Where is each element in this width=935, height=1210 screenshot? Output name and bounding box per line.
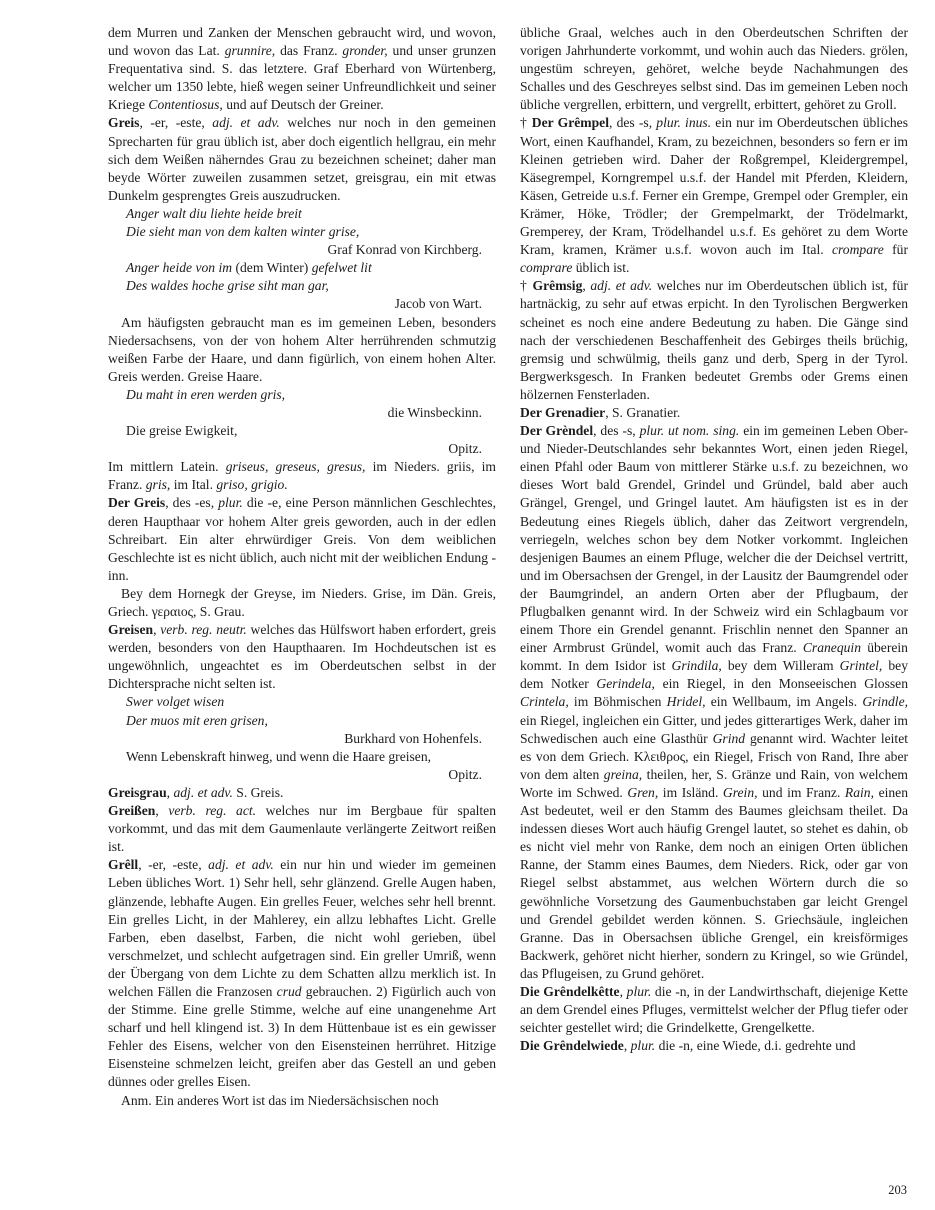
text-segment: Anm. Ein anderes Wort ist das im Niedersächsischen noch [121, 1092, 439, 1108]
headword: Greis [108, 115, 140, 131]
text-segment: , des -s, [608, 115, 657, 131]
text-segment: übliche Graal, welches auch in den Oberdeutschen Schriften der vorigen Jahrhunderte vorkommt, und wohin auch das Nieders. grölen, ungestüm schreyen, gehöret, welche beyde Nachahmungen des Schalles und des Geschreyes selbst sind. Das im gemeinen Leben noch übliche vergrellen, erbittern, und vergrellt, erbittert, gehöret zu Groll. [520, 25, 908, 113]
text-segment: , des -es, [165, 495, 219, 511]
text-segment: Wenn Lebenskraft hinweg, und wenn die Haare greisen, [126, 748, 432, 764]
text-segment: , [155, 803, 169, 819]
text-segment: (dem Winter) [235, 260, 312, 276]
text-segment: überein kommt. In dem Isidor ist [520, 640, 908, 674]
text-segment: S. Greis. [232, 784, 284, 800]
text-segment: theilen, her, S. Gränze und Rain, von welchem Worte im Schwed. [520, 766, 908, 800]
text-segment: genannt wird. Wachter leitet es von dem Griech. Κλειθρος, ein Riegel, Frisch von Rand, Ihre aber von dem alten [520, 730, 908, 782]
text-segment: im Böhmischen [568, 694, 667, 710]
headword: Grêmsig [532, 278, 583, 294]
text-segment: , [166, 784, 174, 800]
text-segment: Graf Konrad von Kirchberg. [327, 242, 482, 258]
text-columns [108, 24, 908, 1110]
text-segment: für [883, 242, 909, 258]
text-segment: ein nur hin und wieder im gemeinen Leben übliches Wort. 1) Sehr hell, sehr glänzend. Grelle Augen haben, glänzende, lebhafte Augen. Ein grelles Feuer, welches sehr hell brennt. Ein grelles Licht, in der Mahlerey, ein allzu lebhaftes Licht. Grelle Farben, eben daselbst, Farben, die nicht wohl gerieben, übel verschmelzet, und schlecht aufgetragen sind. Ein greller Umriß, wenn der Übergang von dem Lichte zu dem Schatten allzu merklich ist. In welchen Fällen die Franzosen [108, 857, 496, 999]
text-segment: grunnire, [224, 43, 276, 59]
headword: Der Grêmpel [531, 115, 609, 131]
text-segment: Hridel, [666, 694, 706, 710]
text-segment: Opitz. [448, 766, 482, 782]
right-column [520, 24, 908, 1110]
entry-paragraph [520, 1037, 908, 1055]
text-segment: und auf Deutsch der Greiner. [222, 97, 384, 113]
text-segment: Opitz. [448, 441, 482, 457]
text-segment: Am häufigsten gebraucht man es im gemeinen Leben, besonders Niedersachsens, von der von hohem Alter herrührenden schmutzig weißen Farbe der Haare, und dann figürlich, von einem hohen Alter. Greis werden. Greise Haare. [108, 314, 496, 384]
entry-paragraph [108, 114, 496, 204]
verse-line [108, 693, 496, 711]
text-segment: crud [276, 983, 302, 999]
text-segment: plur. ut nom. sing. [639, 423, 740, 439]
text-segment: das Franz. [275, 43, 343, 59]
text-segment: Anger heide von im [126, 260, 236, 276]
text-segment: bey dem Notker [520, 658, 908, 692]
text-segment: Bey dem Hornegk der Greyse, im Nieders. Grise, im Dän. Greis, Griech. γεραιος, S. Grau. [108, 585, 496, 619]
text-segment: † [520, 115, 532, 131]
text-segment: bey dem Willeram [721, 658, 840, 674]
text-segment: Rain, [844, 784, 874, 800]
text-segment: Cranequin [802, 640, 861, 656]
text-segment: gebrauchen. 2) Figürlich auch von der Stimme. Eine grelle Stimme, welche auf eine unangenehme Art scharf und hell klingend ist. 3) In dem Hüttenbaue ist es ein gewisser Fehler des Eisens, welcher von den Eisensteinen herrühret. Hitzige Eisensteine schmelzen leicht, greifen aber das Gestell an und geben dünnes oder grelles Eisen. [108, 983, 496, 1090]
page-number: 203 [888, 1183, 907, 1197]
text-segment: , des -s, [593, 423, 640, 439]
text-segment: , [623, 1038, 631, 1054]
text-segment: im Nieders. griis, im Franz. [108, 459, 496, 493]
text-segment: , S. Granatier. [605, 404, 681, 420]
text-segment: griso, grigio. [216, 477, 288, 493]
text-segment: , [153, 622, 161, 638]
verse-line [108, 277, 496, 295]
text-segment: adj. et adv. [590, 278, 653, 294]
entry-paragraph [108, 458, 496, 494]
text-segment: plur. inus. [656, 115, 712, 131]
text-segment: crompare [831, 242, 884, 258]
text-segment: comprare [520, 260, 573, 276]
text-segment: Grein, [722, 784, 758, 800]
text-segment: welches nur noch in den gemeinen Sprecharten für grau üblich ist, aber doch eigentlich hellgrau, ein mehr sich dem Weißen näherndes Grau zu bezeichnen scheinet; daher man beyde Wörter zuweilen zusammen setzet, greisgrau, ein mit etwas Dunkelm gesprengtes Greis auszudrucken. [108, 115, 496, 203]
entry-paragraph [108, 1092, 496, 1110]
headword: Greisen [108, 622, 154, 638]
text-segment: plur. [626, 983, 652, 999]
text-segment: ein Riegel, in den Monseeischen Glossen [654, 676, 908, 692]
entry-paragraph [520, 277, 908, 404]
entry-paragraph [108, 856, 496, 1091]
text-segment: † [520, 278, 533, 294]
text-segment: Crintela, [520, 694, 569, 710]
text-segment: gronder, [342, 43, 388, 59]
verse-attribution [108, 404, 496, 422]
headword: Der Greis [108, 495, 166, 511]
text-segment: adj. et adv. [173, 784, 233, 800]
headword: Der Grenadier [520, 404, 606, 420]
indented-line [108, 422, 496, 440]
verse-line [108, 712, 496, 730]
text-segment: üblich ist. [572, 260, 630, 276]
entry-paragraph [520, 404, 908, 422]
verse-line [108, 259, 496, 277]
text-segment: , -er, -este, [139, 115, 213, 131]
verse-attribution [108, 295, 496, 313]
entry-paragraph [520, 24, 908, 114]
text-segment: einen Ast bedeutet, weil er den Stamm des Baumes gleichsam theilet. Da indessen dieses Wort auch häufig Grengel lautet, so stehet es dahin, ob es nicht viel mehr von Ranke, dem noch an einigen Orten üblichen Ranne, der Stamm eines Baumes, dem Nieders. Rick, oder gar von Riegel selbst abstammet, aus welchen Wörtern durch die so gewöhnliche Vorsetzung des Gaumenbuchstaben gar leicht Grengel und Grendel gebildet werden können. S. Griechsäule, ingleichen Granne. Das in Obersachsen übliche Grengel, ein kreisförmiges Backwerk, gehöret nicht hierher, sondern zu Kringel, so wie Gründel, das Pflugeisen, zu Grund gehöret. [520, 784, 909, 981]
entry-paragraph [108, 621, 496, 693]
headword: Der Grèndel [520, 423, 594, 439]
text-segment: die -n, eine Wiede, d.i. gedrehte und [655, 1038, 856, 1054]
text-segment: Anger walt diu liehte heide breit [126, 205, 302, 221]
text-segment: Burkhard von Hohenfels. [344, 730, 482, 746]
text-segment: Des waldes hoche grise siht man gar, [126, 278, 329, 294]
text-segment: welches nur im Oberdeutschen üblich ist, für hartnäckig, zu sehr auf etwas erpicht. In den Tyrolischen Bergwerken scheinet es noch eine andere Bedeutung zu haben. Die Gänge sind nach der verschiedenen Beschaffenheit des Gebirges theils brüchig, gremsig und schwülmig, theils ganz und derb, Sperg in der Tyrol. Bergwerksgesch. In Franken bedeutet Grembs oder Grems einen hölzernen Fensterladen. [520, 278, 908, 402]
text-segment: gefelwet lit [311, 260, 372, 276]
verse-line [108, 386, 496, 404]
text-segment: , -er, -este, [138, 857, 209, 873]
verse-attribution [108, 241, 496, 259]
verse-line [108, 205, 496, 223]
text-segment: im Isländ. [658, 784, 723, 800]
verse-line [108, 223, 496, 241]
text-segment: Im mittlern Latein. [108, 459, 226, 475]
text-segment: welches das Hülfswort haben erfordert, greis werden, besonders von den Haupthaaren. Im Hochdeutschen ist es ungewöhnlich, ungeachtet es im Oberdeutschen selbst in der Dichtersprache nicht selten ist. [108, 622, 496, 692]
entry-paragraph [520, 422, 908, 983]
text-segment: Grind [712, 730, 746, 746]
text-segment: Jacob von Wart. [394, 296, 482, 312]
text-segment: und im Franz. [757, 784, 845, 800]
text-segment: ein Riegel, ingleichen ein Gitter, und jedes gitterartiges Werk, daher im Schwedischen auch eine Glasthür [520, 712, 908, 746]
entry-paragraph [520, 983, 908, 1037]
text-segment: ein im gemeinen Leben Ober- und Nieder-Deutschlandes sehr bekanntes Wort, einen jeden Riegel, einen Pfahl oder Baum von mittlerer Stärke u.s.f. zu bezeichnen, wo dieses Wort bald Grendel, Grindel und Gründel, bald aber auch Grängel, Grengel, und Gringel lautet. Am häufigsten ist es in der Bedeutung eines Riegels üblich, daher das Zeitwort vergrendeln, verriegeln, welches schon bey dem Notker vorkommt. Ingleichen desjenigen Baumes an einem Pfluge, welcher die der Deichsel vertritt, und im Obersachsen der Grengel, in der Lausitz der Baumgrendel oder der Baumgrindel, an andern Orten aber der Pflugbaum, der Pflugbalken genannt wird. In der Schweiz wird ein Schlagbaum vor einem Thore ein Grendel genannt. Frischlin nennet den Spanner an einer Armbrust Gründel, womit auch das Franz. [520, 423, 909, 656]
text-segment: Contentiosus, [148, 97, 223, 113]
verse-attribution [108, 440, 496, 458]
text-segment: Gren, [627, 784, 659, 800]
entry-paragraph [520, 114, 908, 277]
text-segment: Swer volget wisen [126, 694, 225, 710]
text-segment: Grindila, [671, 658, 722, 674]
text-segment: die -e, eine Person männlichen Geschlechtes, deren Haupthaar vor hohem Alter greis geworden, auch in der edlen Schreibart. Ein alter ehrwürdiger Greis. Von dem weiblichen Geschlechte ist es nicht üblich, auch nicht mit der weiblichen Endung -inn. [108, 495, 496, 583]
text-segment: und unser grunzen Frequentativa sind. S. das letztere. Graf Eberhard von Würtenberg, welcher um 1350 lebte, hieß wegen seiner Unfreundlichkeit und seiner Kriege [108, 43, 496, 113]
headword: Die Grêndelkêtte [520, 983, 620, 999]
text-segment: , [582, 278, 591, 294]
entry-paragraph [108, 24, 496, 114]
entry-paragraph [108, 314, 496, 386]
text-segment: verb. reg. neutr. [160, 622, 247, 638]
indented-line [108, 748, 496, 766]
headword: Greißen [108, 803, 156, 819]
text-segment: dem Murren und Zanken der Menschen gebraucht wird, und wovon, und wovon das Lat. [108, 25, 496, 59]
verse-attribution [108, 730, 496, 748]
entry-paragraph [108, 802, 496, 856]
left-column [108, 24, 496, 1110]
text-segment: gris, [145, 477, 171, 493]
verse-attribution [108, 766, 496, 784]
headword: Grêll [108, 857, 139, 873]
text-segment: ein nur im Oberdeutschen übliches Wort, einen Kaufhandel, Kram, zu bezeichnen, besonders so fern er im Kleinen getrieben wird. Daher der Roßgrempel, Kleidergrempel, Käsegrempel, Korngrempel u.s.f. der Handel mit Pferden, Kleidern, Käsen, Getreide u.s.f. Ferner ein Grempe, Grempel oder Grempler, ein Krämer, Höke, Trödler; der Grempelmarkt, der Trödelmarkt, Gremperey, der Kram, Trödelhandel u.s.f. Es gehöret zu dem Worte Kram, kramen, Krämer u.s.f. wovon auch im Ital. [520, 115, 908, 258]
text-segment: ein Wellbaum, im Angels. [705, 694, 863, 710]
text-segment: plur. [630, 1038, 656, 1054]
text-segment: Die sieht man von dem kalten winter grise, [126, 224, 360, 240]
headword: Die Grêndelwiede [520, 1038, 624, 1054]
text-segment: greina, [603, 766, 643, 782]
text-segment: , [619, 983, 627, 999]
text-segment: Grindle, [862, 694, 908, 710]
entry-paragraph [108, 784, 496, 802]
text-segment: die Winsbeckinn. [387, 404, 482, 420]
text-segment: Du maht in eren werden gris, [126, 386, 286, 402]
text-segment: adj. et adv. [208, 857, 274, 873]
text-segment: verb. reg. act. [168, 803, 257, 819]
text-segment: adj. et adv. [212, 115, 280, 131]
text-segment: Die greise Ewigkeit, [126, 423, 238, 439]
headword: Greisgrau [108, 784, 167, 800]
text-segment: welches nur im Bergbaue für spalten vorkommt, und das mit dem Gaumenlaute verlängerte Zeitwort reißen ist. [108, 803, 497, 855]
text-segment: Gerindela, [596, 676, 655, 692]
text-segment: plur. [218, 495, 243, 511]
text-segment: die -n, in der Landwirthschaft, diejenige Kette an dem Grendel eines Pfluges, vermittelst welcher der Pflug tiefer oder seichter gestellet wird; die Grindelkette, Grengelkette. [520, 983, 909, 1036]
text-segment: Grintel, [839, 658, 883, 674]
text-segment: im Ital. [170, 477, 217, 493]
text-segment: Der muos mit eren grisen, [126, 712, 268, 728]
entry-paragraph [108, 494, 496, 584]
entry-paragraph [108, 585, 496, 621]
text-segment: griseus, greseus, gresus, [225, 459, 366, 475]
